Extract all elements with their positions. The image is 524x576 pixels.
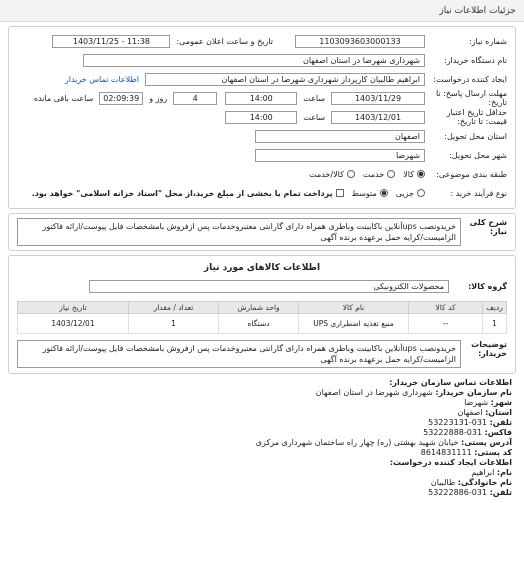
org-label: نام سازمان خریدار: — [435, 388, 512, 397]
category-both-radio[interactable]: کالا/خدمت — [309, 170, 355, 179]
cell-code: -- — [409, 314, 483, 334]
goods-group-row — [17, 277, 507, 295]
category-row — [17, 165, 507, 183]
radio-dot-icon — [380, 189, 388, 197]
radio-dot-icon — [347, 170, 355, 178]
creator-info-title: اطلاعات ایجاد کننده درخواست: — [389, 458, 512, 467]
goods-group-label: گروه کالا: — [468, 281, 507, 291]
countdown-field: 02:09:39 — [99, 92, 143, 105]
goods-panel — [8, 255, 516, 374]
cell-date: 1403/12/01 — [18, 314, 129, 334]
contact-info — [0, 378, 512, 498]
goods-section-title: اطلاعات کالاهای مورد نیاز — [203, 263, 321, 273]
reply-date-field: 1403/11/29 — [331, 92, 425, 105]
need-info-panel — [8, 26, 516, 209]
phone-value: 031-53223131 — [428, 418, 488, 427]
checkbox-icon — [336, 189, 344, 197]
org-value: شهرداری شهرضا در استان اصفهان — [315, 388, 433, 397]
category-service-radio[interactable]: خدمت — [363, 170, 395, 179]
creator-phone-value: 031-53222886 — [428, 488, 488, 497]
cell-index: 1 — [483, 314, 507, 334]
last-name-label: نام خانوادگی: — [457, 478, 512, 487]
goods-group-field: محصولات الکترونیکی — [89, 280, 449, 293]
days-field: 4 — [173, 92, 217, 105]
payment-note-checkbox[interactable]: پرداخت تمام یا بخشی از مبلغ خرید،از محل "اسناد خزانه اسلامی" خواهد بود. — [32, 189, 344, 198]
address-label: آدرس پستی: — [461, 438, 512, 447]
process-medium-radio[interactable]: متوسط — [352, 189, 388, 198]
validity-time-label: ساعت — [303, 112, 325, 122]
goods-table — [17, 301, 507, 334]
process-row — [17, 184, 507, 202]
creator-row — [17, 70, 507, 88]
first-name-label: نام: — [496, 468, 512, 477]
day-label: روز و — [149, 93, 168, 103]
last-name-value: طالبیان — [430, 478, 456, 487]
need-number-field: 1103093603000133 — [295, 35, 425, 48]
validity-row — [17, 108, 507, 126]
col-name: نام کالا — [299, 302, 409, 314]
buyer-contact-link[interactable]: اطلاعات تماس خریدار — [64, 74, 139, 84]
radio-dot-icon — [417, 170, 425, 178]
remaining-label: ساعت باقی مانده — [33, 93, 94, 103]
announce-label: تاریخ و ساعت اعلان عمومی: — [176, 36, 273, 46]
col-unit: واحد شمارش — [219, 302, 299, 314]
reply-time-field: 14:00 — [225, 92, 297, 105]
process-minor-radio[interactable]: جزیی — [396, 189, 425, 198]
buyer-desc-label: توضیحات خریدار: — [471, 340, 507, 358]
summary-label: شرح کلی نیاز: — [469, 218, 507, 236]
city-row — [17, 146, 507, 164]
need-number-label: شماره نیاز: — [469, 36, 507, 46]
buyer-name-label: نام دستگاه خریدار: — [444, 55, 507, 65]
cell-qty: 1 — [129, 314, 219, 334]
page-header — [0, 0, 524, 22]
need-number-row — [17, 32, 507, 50]
cell-name: منبع تغذیه اضطراری UPS — [299, 314, 409, 334]
radio-dot-icon — [417, 189, 425, 197]
province-row — [17, 127, 507, 145]
fax-value: 031-53222888 — [423, 428, 483, 437]
contact-province-value: اصفهان — [457, 408, 483, 417]
announce-field: 1403/11/25 - 11:38 — [52, 35, 170, 48]
contact-title: اطلاعات تماس سازمان خریدار: — [389, 378, 512, 387]
buyer-desc-text: خریدونصب upsآنلاین باکابینت وباطری همراه دارای گارانتی معتبروخدمات پس ازفروش بامشخصات فایل پیوست/ارائه فاکتور الزامیست/کرایه حمل برعهده برنده آگهی — [17, 340, 461, 368]
creator-label: ایجاد کننده درخواست: — [433, 74, 507, 84]
validity-label: حداقل تاریخ اعتبار قیمت: تا تاریخ: — [446, 108, 507, 126]
col-date: تاریخ نیاز — [18, 302, 129, 314]
buyer-name-field: شهرداری شهرضا در استان اصفهان — [83, 54, 425, 67]
phone-label: تلفن: — [489, 418, 512, 427]
radio-dot-icon — [387, 170, 395, 178]
contact-city-label: شهر: — [490, 398, 512, 407]
col-index: ردیف — [483, 302, 507, 314]
summary-text: خریدونصب upsآنلاین باکابینت وباطری همراه دارای گارانتی معتبروخدمات پس ازفروش بامشخصات فایل پیوست/ارائه فاکتور الزامیست/کرایه حمل برعهده برنده آگهی — [17, 218, 461, 246]
city-label: شهر محل تحویل: — [449, 150, 507, 160]
summary-row — [17, 218, 507, 246]
postal-label: کد پستی: — [474, 448, 512, 457]
province-label: استان محل تحویل: — [444, 131, 507, 141]
buyer-desc-row — [17, 340, 507, 368]
city-field: شهرضا — [255, 149, 425, 162]
buyer-name-row — [17, 51, 507, 69]
contact-province-label: استان: — [485, 408, 512, 417]
creator-phone-label: تلفن: — [489, 488, 512, 497]
process-label: نوع فرآیند خرید : — [450, 188, 507, 198]
address-value: خیابان شهید بهشتی (ره) چهار راه ساختمان شهرداری مرکزی — [255, 438, 459, 447]
col-code: کد کالا — [409, 302, 483, 314]
creator-field: ابراهیم طالبیان کارپرداز شهرداری شهرضا در استان اصفهان — [145, 73, 425, 86]
province-field: اصفهان — [255, 130, 425, 143]
validity-date-field: 1403/12/01 — [331, 111, 425, 124]
col-qty: تعداد / مقدار — [129, 302, 219, 314]
fax-label: فاکس: — [484, 428, 512, 437]
reply-time-label: ساعت — [303, 93, 325, 103]
summary-panel — [8, 213, 516, 251]
first-name-value: ابراهیم — [471, 468, 495, 477]
cell-unit: دستگاه — [219, 314, 299, 334]
contact-city-value: شهرضا — [464, 398, 489, 407]
category-goods-radio[interactable]: کالا — [403, 170, 425, 179]
category-label: طبقه بندی موضوعی: — [436, 169, 507, 179]
reply-deadline-label: مهلت ارسال پاسخ: تا تاریخ: — [435, 89, 507, 107]
reply-deadline-row — [17, 89, 507, 107]
validity-time-field: 14:00 — [225, 111, 297, 124]
table-row[interactable] — [18, 314, 507, 334]
page-title: جزئیات اطلاعات نیاز — [439, 5, 516, 16]
postal-value: 8614831111 — [420, 448, 472, 457]
goods-table-header — [18, 302, 507, 314]
